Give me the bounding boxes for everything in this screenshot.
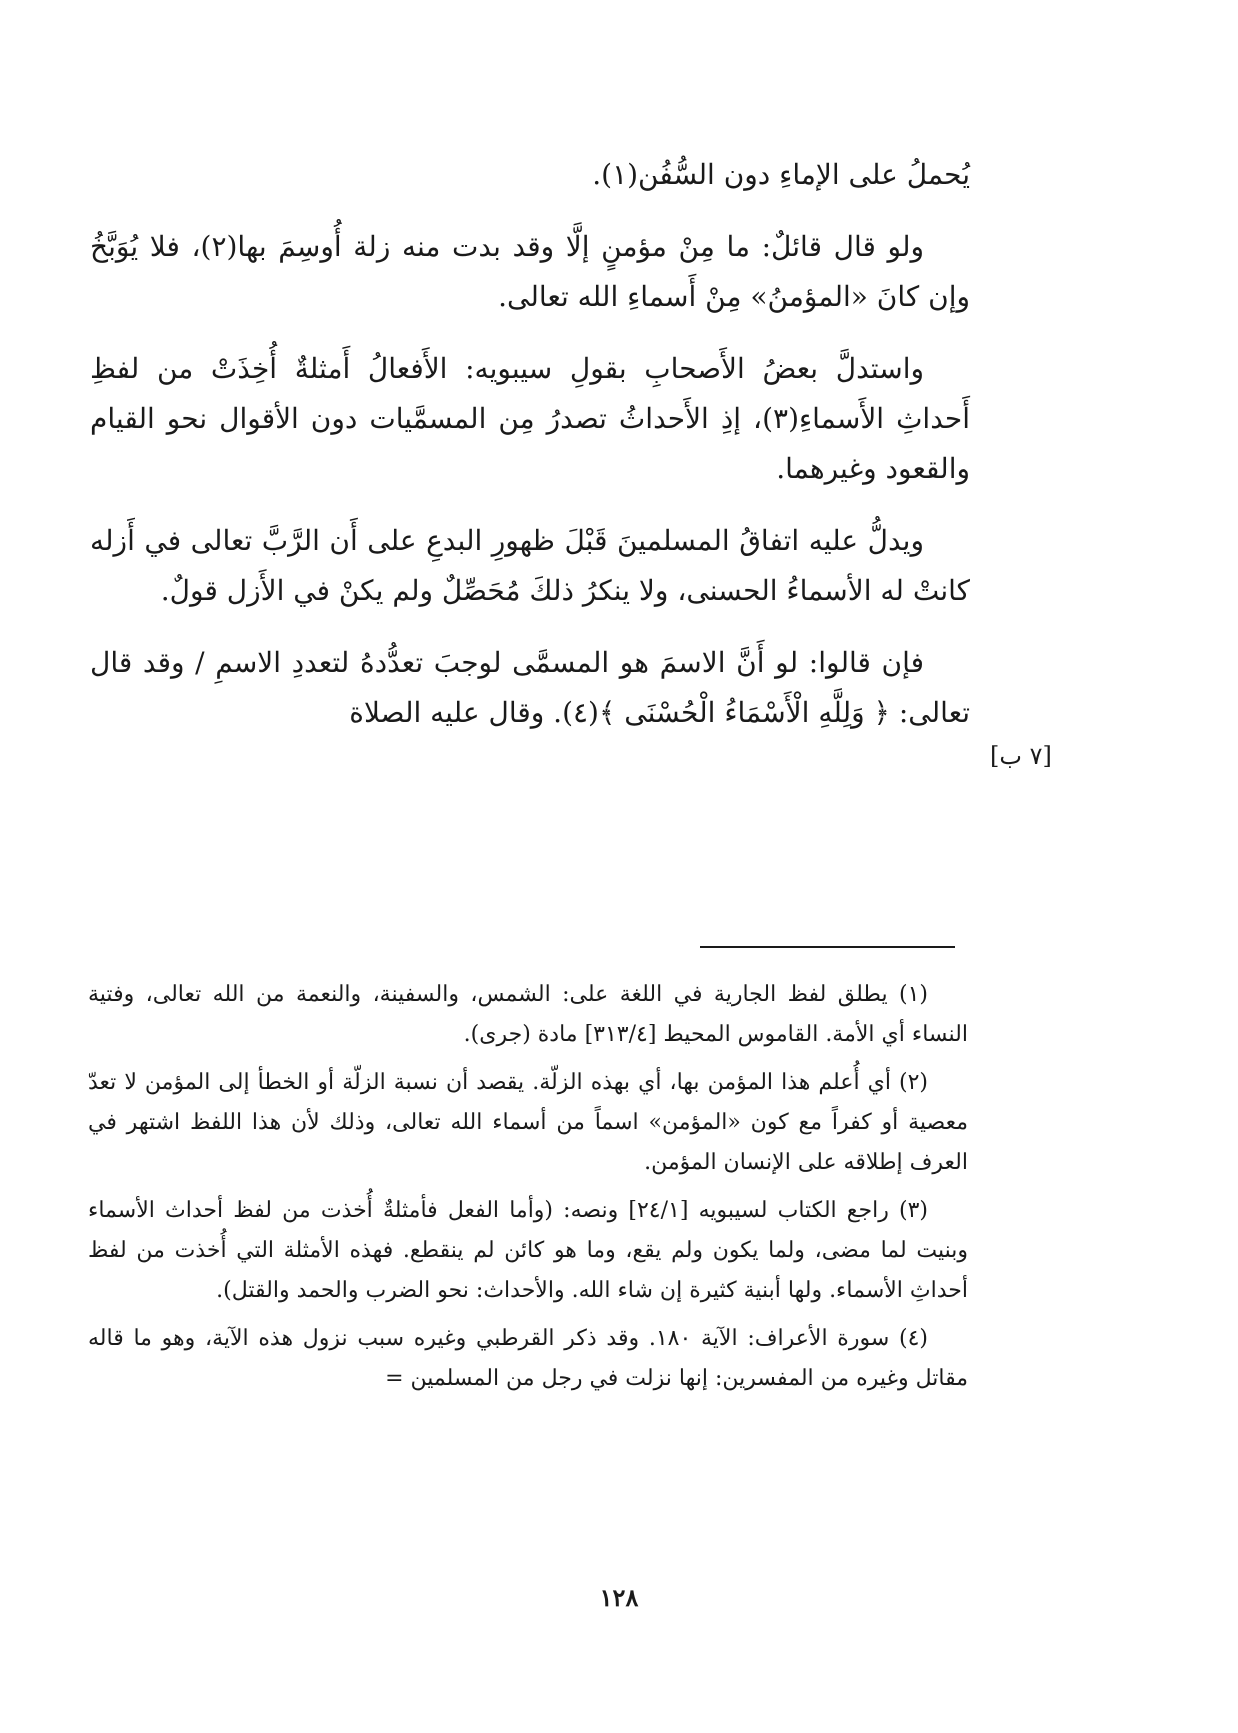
paragraph-3: واستدلَّ بعضُ الأَصحابِ بقولِ سيبويه: الأَفعالُ أَمثلةٌ أُخِذَتْ من لفظِ أَحداثِ الأَسماءِ(٣)، إذِ الأَحداثُ تصدرُ مِن المسمَّيات دون الأقوال نحو القيام والقعود وغيرهما. bbox=[90, 352, 970, 485]
footnote-3: (٣) راجع الكتاب لسيبويه [٢٤/١] ونصه: (وأما الفعل فأمثلةٌ أُخذت من لفظ أحداث الأسماء وبنيت لما مضى، ولما يكون ولم يقع، وما هو كائن لم ينقطع. فهذه الأمثلة التي أُخذت من لفظ أحداثِ الأسماء. ولها أبنية كثيرة إن شاء الله. والأحداث: نحو الضرب والحمد والقتل). bbox=[88, 1198, 968, 1303]
paragraph-2: ولو قال قائلٌ: ما مِنْ مؤمنٍ إلَّا وقد بدت منه زلة أُوسِمَ بها(٢)، فلا يُوَبَّخُ وإن كانَ «المؤمنُ» مِنْ أَسماءِ الله تعالى. bbox=[90, 230, 970, 313]
footnote-divider bbox=[700, 946, 955, 948]
paragraph-4: ويدلُّ عليه اتفاقُ المسلمينَ قَبْلَ ظهورِ البدعِ على أَن الرَّبَّ تعالى في أَزله كانتْ له الأسماءُ الحسنى، ولا ينكرُ ذلكَ مُحَصِّلٌ ولم يكنْ في الأَزل قولٌ. bbox=[90, 524, 970, 607]
footnote-2: (٢) أي أُعلم هذا المؤمن بها، أي بهذه الزلّة. يقصد أن نسبة الزلّة أو الخطأ إلى المؤمن لا تعدّ معصية أو كفراً مع كون «المؤمن» اسماً من أسماء الله تعالى، وذلك لأن هذا اللفظ اشتهر في العرف إطلاقه على الإنسان المؤمن. bbox=[88, 1070, 968, 1175]
footnotes bbox=[88, 975, 968, 1407]
paragraph-1: يُحملُ على الإماءِ دون السُّفُن(١). bbox=[592, 158, 970, 191]
paragraph-5: فإن قالوا: لو أَنَّ الاسمَ هو المسمَّى لوجبَ تعدُّدهُ لتعددِ الاسمِ / وقد قال تعالى: ﴿ وَلِلَّهِ الْأَسْمَاءُ الْحُسْنَى ﴾(٤). وقال عليه الصلاة bbox=[90, 646, 970, 729]
page-number: ١٢٨ bbox=[599, 1583, 639, 1612]
footnote-1: (١) يطلق لفظ الجارية في اللغة على: الشمس، والسفينة، والنعمة من الله تعالى، وفتية النساء أي الأمة. القاموس المحيط [٣١٣/٤] مادة (جرى). bbox=[88, 982, 968, 1047]
footnote-4: (٤) سورة الأعراف: الآية ١٨٠. وقد ذكر القرطبي وغيره سبب نزول هذه الآية، وهو ما قاله مقاتل وغيره من المفسرين: إنها نزلت في رجل من المسلمين = bbox=[88, 1326, 968, 1391]
manuscript-folio-marker: [٧ ب] bbox=[990, 742, 1052, 770]
main-text bbox=[90, 150, 970, 760]
